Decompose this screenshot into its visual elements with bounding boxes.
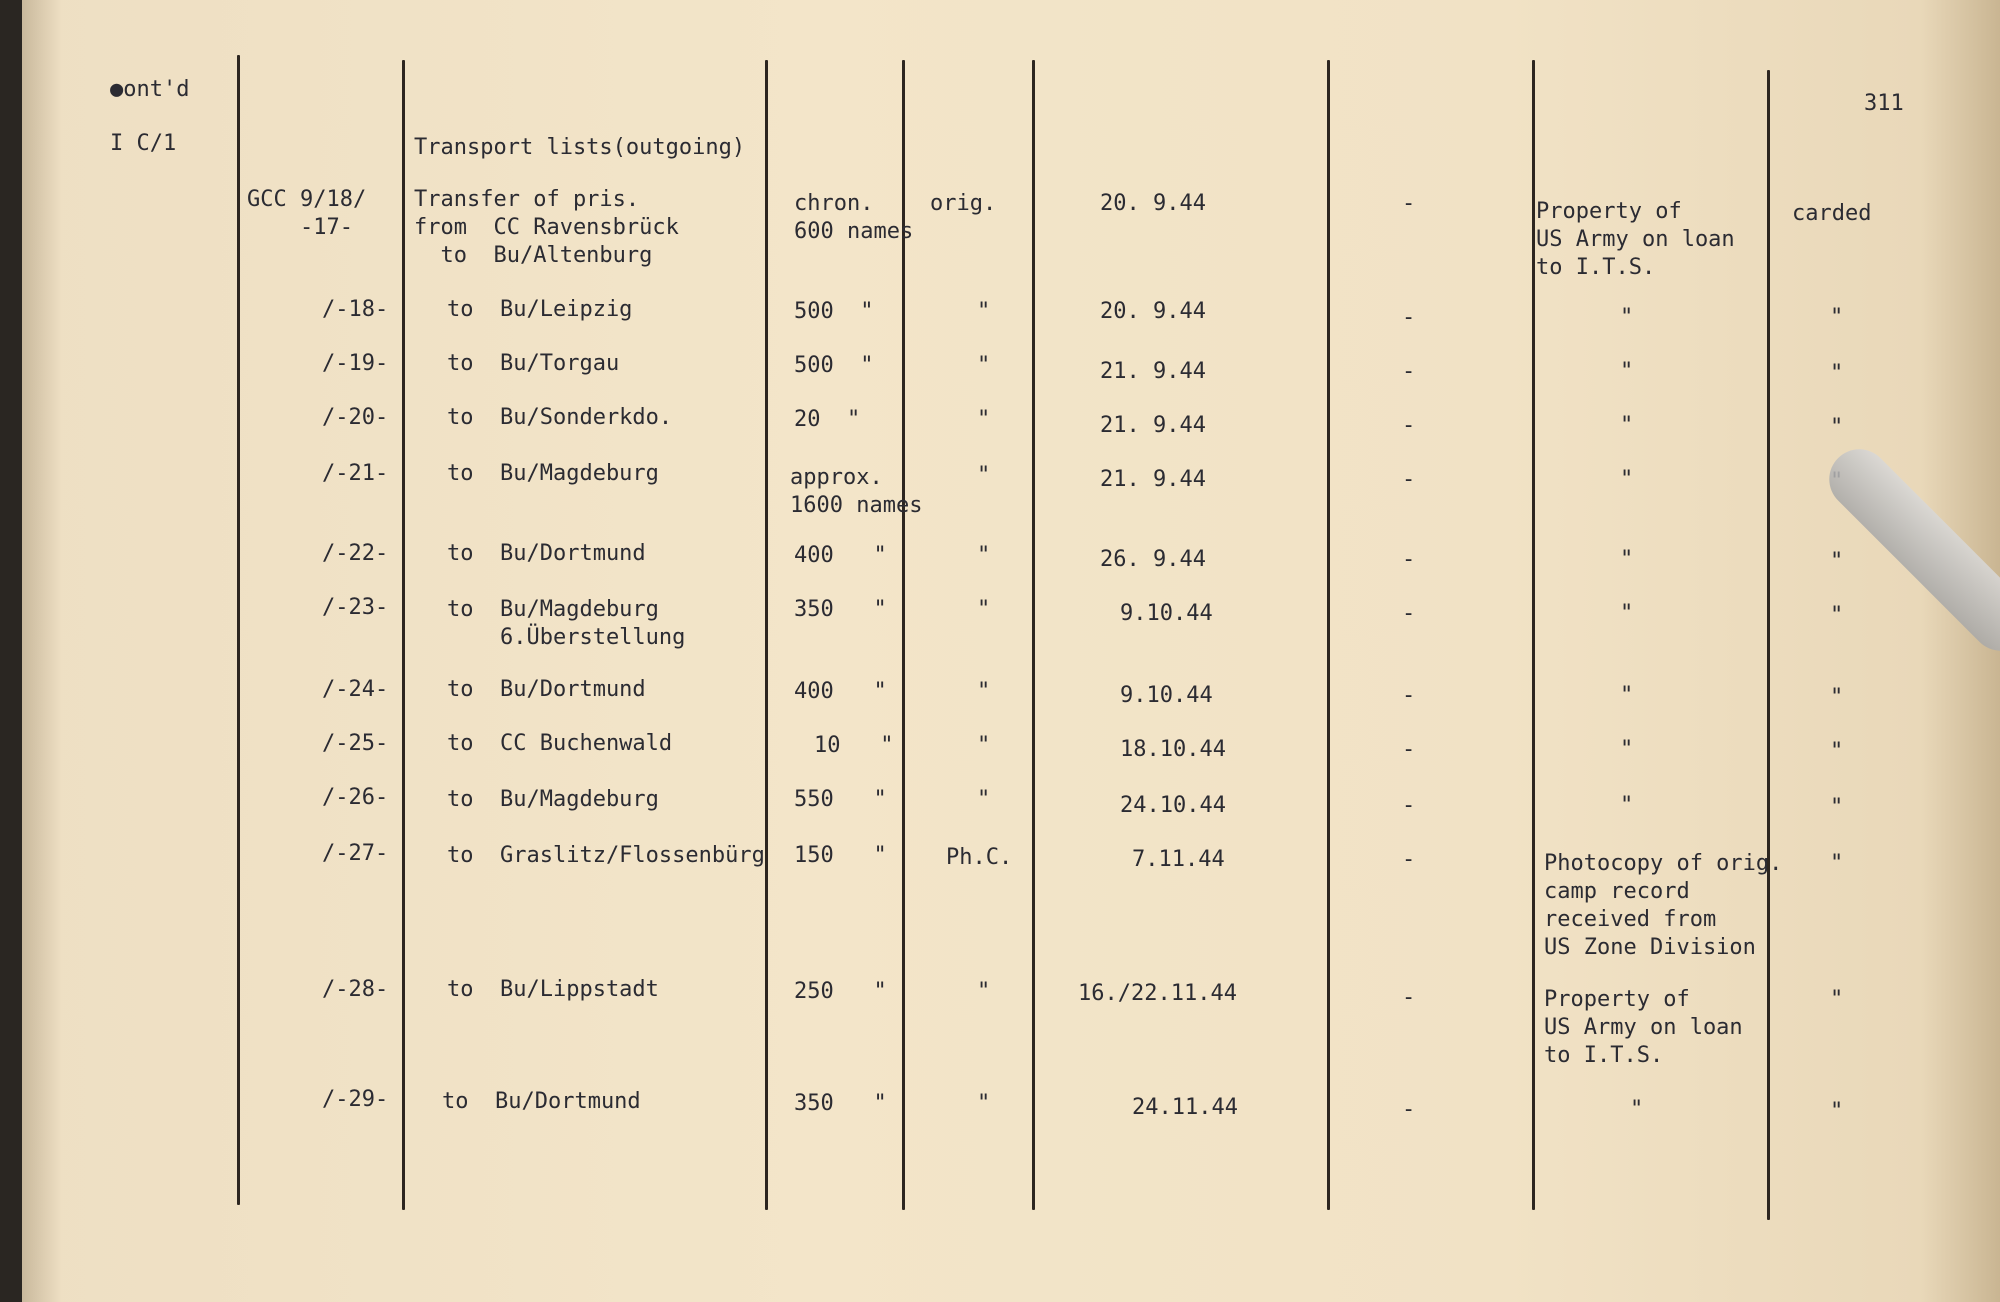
row-code: /-27- [322, 841, 389, 866]
row-count: 500 " [794, 299, 874, 324]
row-description: to Bu/Dortmund [442, 1089, 641, 1114]
row-code: /-24- [322, 677, 389, 702]
row-remark: " [1620, 467, 1634, 492]
row-remark: " [1620, 359, 1634, 384]
row-count: chron. 600 names [794, 191, 914, 244]
row-status: " [1830, 361, 1844, 386]
row-code: /-23- [322, 595, 389, 620]
row-count: 350 " [794, 1091, 887, 1116]
row-remark: " [1620, 683, 1634, 708]
row-status: " [1830, 739, 1844, 764]
section-label: I C/1 [110, 131, 177, 156]
row-count: 350 " [794, 597, 887, 622]
row-status: " [1830, 305, 1844, 330]
row-code: /-18- [322, 297, 389, 322]
row-description: to Bu/Dortmund [447, 541, 646, 566]
row-type: " [977, 679, 991, 704]
row-count: 400 " [794, 543, 887, 568]
column-rule [1532, 60, 1535, 1210]
row-type: Ph.C. [946, 845, 1013, 870]
row-description: to Bu/Magdeburg [447, 461, 659, 486]
row-date: 26. 9.44 [1100, 547, 1206, 572]
row-description: to Bu/Leipzig [447, 297, 633, 322]
row-count: 500 " [794, 353, 874, 378]
row-remark: Property of US Army on loan to I.T.S. [1536, 199, 1735, 280]
row-remark: " [1620, 737, 1634, 762]
row-date: 24.10.44 [1120, 793, 1226, 818]
row-count: approx. 1600 names [790, 465, 923, 518]
row-description: to Bu/Dortmund [447, 677, 646, 702]
row-status: " [1830, 851, 1844, 876]
row-description: to Bu/Torgau [447, 351, 620, 376]
row-status: " [1830, 685, 1844, 710]
column-rule [765, 60, 768, 1210]
row-description: to Graslitz/Flossenbürg [447, 843, 765, 868]
row-date: 21. 9.44 [1100, 467, 1206, 492]
row-count: 250 " [794, 979, 887, 1004]
page-number: 311 [1864, 91, 1904, 116]
row-count: 550 " [794, 787, 887, 812]
row-code: /-26- [322, 785, 389, 810]
row-description: Transfer of pris. from CC Ravensbrück to Bu/Altenburg [414, 187, 679, 268]
row-status: " [1830, 987, 1844, 1012]
row-type: " [977, 299, 991, 324]
row-description: to Bu/Lippstadt [447, 977, 659, 1002]
row-type: " [977, 597, 991, 622]
row-remark: Photocopy of orig. camp record received from US Zone Division [1544, 851, 1783, 960]
row-type: " [977, 353, 991, 378]
row-count: 150 " [794, 843, 887, 868]
row-status: " [1830, 415, 1844, 440]
row-type: orig. [930, 191, 997, 216]
row-dash: - [1402, 847, 1416, 872]
row-date: 20. 9.44 [1100, 191, 1206, 216]
row-remark: " [1620, 793, 1634, 818]
row-description: to CC Buchenwald [447, 731, 673, 756]
column-rule [1767, 70, 1770, 1220]
cont-label: ●ont'd [110, 77, 190, 102]
row-date: 9.10.44 [1120, 601, 1213, 626]
row-code: /-21- [322, 461, 389, 486]
row-remark: " [1620, 413, 1634, 438]
row-description: to Bu/Sonderkdo. [447, 405, 673, 430]
row-remark: " [1620, 305, 1634, 330]
row-status: carded [1792, 201, 1872, 226]
column-rule [402, 60, 405, 1210]
section-heading: Transport lists(outgoing) [414, 135, 746, 160]
row-type: " [977, 463, 991, 488]
row-dash: - [1402, 737, 1416, 762]
row-remark: " [1620, 601, 1634, 626]
row-status: " [1830, 1099, 1844, 1124]
row-dash: - [1402, 191, 1416, 216]
row-type: " [977, 407, 991, 432]
binder-clip [1817, 437, 2000, 663]
row-date: 21. 9.44 [1100, 413, 1206, 438]
row-status: " [1830, 603, 1844, 628]
row-count: 20 " [794, 407, 861, 432]
row-dash: - [1402, 1097, 1416, 1122]
row-type: " [977, 979, 991, 1004]
row-type: " [977, 543, 991, 568]
row-count: 10 " [814, 733, 894, 758]
row-code: /-29- [322, 1087, 389, 1112]
column-rule [1032, 60, 1035, 1210]
row-date: 9.10.44 [1120, 683, 1213, 708]
row-remark: " [1620, 547, 1634, 572]
row-date: 24.11.44 [1132, 1095, 1238, 1120]
row-type: " [977, 733, 991, 758]
row-description: to Bu/Magdeburg 6.Überstellung [447, 597, 686, 650]
row-date: 21. 9.44 [1100, 359, 1206, 384]
row-type: " [977, 787, 991, 812]
row-remark: Property of US Army on loan to I.T.S. [1544, 987, 1743, 1068]
row-dash: - [1402, 413, 1416, 438]
row-description: to Bu/Magdeburg [447, 787, 659, 812]
row-dash: - [1402, 467, 1416, 492]
row-status: " [1830, 549, 1844, 574]
row-code: /-19- [322, 351, 389, 376]
row-dash: - [1402, 601, 1416, 626]
row-date: 16./22.11.44 [1078, 981, 1237, 1006]
row-dash: - [1402, 683, 1416, 708]
row-date: 18.10.44 [1120, 737, 1226, 762]
column-rule [1327, 60, 1330, 1210]
row-dash: - [1402, 547, 1416, 572]
column-rule [237, 55, 240, 1205]
row-code: /-25- [322, 731, 389, 756]
row-date: 20. 9.44 [1100, 299, 1206, 324]
row-code: /-28- [322, 977, 389, 1002]
ledger-page [22, 0, 2000, 1302]
row-code: /-20- [322, 405, 389, 430]
row-dash: - [1402, 305, 1416, 330]
row-status: " [1830, 795, 1844, 820]
row-count: 400 " [794, 679, 887, 704]
row-code: /-22- [322, 541, 389, 566]
row-code: GCC 9/18/ -17- [247, 187, 367, 240]
row-type: " [977, 1091, 991, 1116]
row-dash: - [1402, 359, 1416, 384]
row-dash: - [1402, 985, 1416, 1010]
row-remark: " [1630, 1097, 1644, 1122]
row-dash: - [1402, 793, 1416, 818]
row-date: 7.11.44 [1132, 847, 1225, 872]
